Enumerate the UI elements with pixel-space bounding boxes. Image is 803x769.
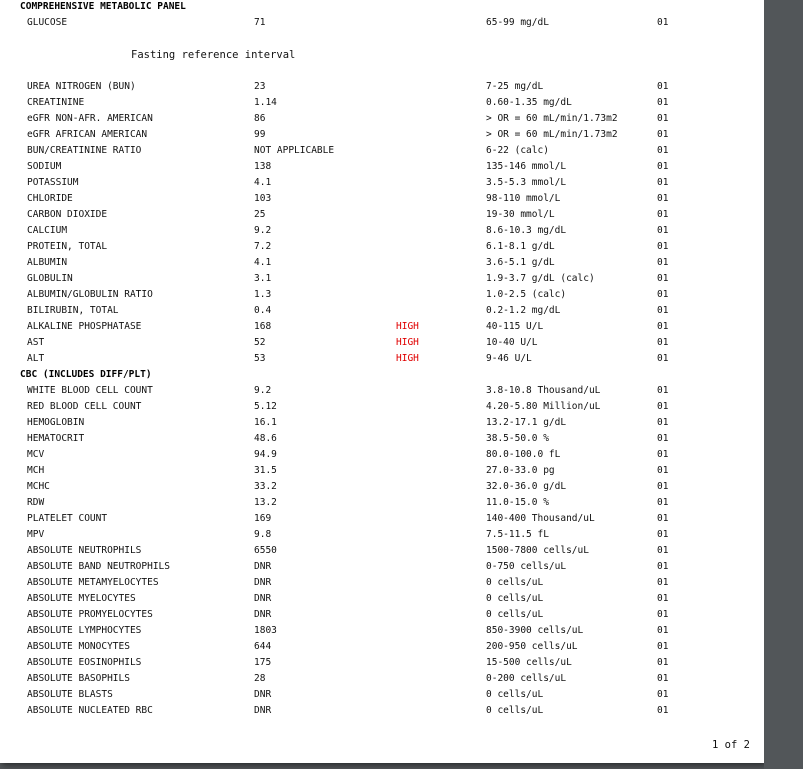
lab-code: 01 bbox=[657, 225, 669, 236]
reference-range: 0 cells/uL bbox=[486, 705, 544, 716]
reference-range: 0.60-1.35 mg/dL bbox=[486, 97, 572, 108]
test-name: ABSOLUTE METAMYELOCYTES bbox=[27, 577, 159, 588]
lab-code: 01 bbox=[657, 497, 669, 508]
result-row bbox=[0, 431, 764, 447]
test-name: HEMOGLOBIN bbox=[27, 417, 85, 428]
lab-code: 01 bbox=[657, 433, 669, 444]
test-name: MPV bbox=[27, 529, 45, 540]
result-row bbox=[0, 607, 764, 623]
result-row bbox=[0, 255, 764, 271]
reference-range: 19-30 mmol/L bbox=[486, 209, 555, 220]
result-row bbox=[0, 687, 764, 703]
reference-range: 15-500 cells/uL bbox=[486, 657, 572, 668]
test-name: SODIUM bbox=[27, 161, 62, 172]
test-name: ALBUMIN bbox=[27, 257, 68, 268]
reference-range: 1500-7800 cells/uL bbox=[486, 545, 589, 556]
lab-code: 01 bbox=[657, 193, 669, 204]
result-row bbox=[0, 319, 764, 335]
result-row bbox=[0, 335, 764, 351]
reference-range: 13.2-17.1 g/dL bbox=[486, 417, 567, 428]
reference-range: 40-115 U/L bbox=[486, 321, 544, 332]
reference-range: 10-40 U/L bbox=[486, 337, 538, 348]
result-row bbox=[0, 447, 764, 463]
reference-range: 850-3900 cells/uL bbox=[486, 625, 584, 636]
reference-range: 7.5-11.5 fL bbox=[486, 529, 549, 540]
test-value: 94.9 bbox=[254, 449, 277, 460]
test-name: RED BLOOD CELL COUNT bbox=[27, 401, 142, 412]
result-row bbox=[0, 543, 764, 559]
result-row bbox=[0, 575, 764, 591]
test-value: 86 bbox=[254, 113, 266, 124]
result-row bbox=[0, 671, 764, 687]
test-value: 9.2 bbox=[254, 385, 272, 396]
result-row bbox=[0, 591, 764, 607]
test-value: 138 bbox=[254, 161, 272, 172]
result-row bbox=[0, 383, 764, 399]
test-value: 168 bbox=[254, 321, 272, 332]
reference-range: 6-22 (calc) bbox=[486, 145, 549, 156]
test-value: 16.1 bbox=[254, 417, 277, 428]
test-name: RDW bbox=[27, 497, 45, 508]
cbc-section-title: CBC (INCLUDES DIFF/PLT) bbox=[20, 369, 152, 380]
test-name: BILIRUBIN, TOTAL bbox=[27, 305, 119, 316]
test-value: 52 bbox=[254, 337, 266, 348]
reference-range: 98-110 mmol/L bbox=[486, 193, 561, 204]
reference-range: 200-950 cells/uL bbox=[486, 641, 578, 652]
page-number: 1 of 2 bbox=[712, 739, 750, 751]
result-row bbox=[0, 703, 764, 719]
reference-range: 0 cells/uL bbox=[486, 609, 544, 620]
result-row bbox=[0, 655, 764, 671]
test-value: 28 bbox=[254, 673, 266, 684]
test-name: ALT bbox=[27, 353, 45, 364]
result-row-glucose bbox=[0, 15, 764, 31]
test-flag: HIGH bbox=[396, 321, 419, 332]
lab-code: 01 bbox=[657, 305, 669, 316]
test-value: 48.6 bbox=[254, 433, 277, 444]
test-name: POTASSIUM bbox=[27, 177, 79, 188]
reference-range: 0.2-1.2 mg/dL bbox=[486, 305, 561, 316]
test-value: DNR bbox=[254, 689, 272, 700]
test-value: 33.2 bbox=[254, 481, 277, 492]
test-name: CALCIUM bbox=[27, 225, 68, 236]
reference-range: 135-146 mmol/L bbox=[486, 161, 567, 172]
lab-code: 01 bbox=[657, 673, 669, 684]
fasting-note: Fasting reference interval bbox=[131, 49, 296, 61]
lab-code: 01 bbox=[657, 81, 669, 92]
lab-code: 01 bbox=[657, 257, 669, 268]
reference-range: 0-750 cells/uL bbox=[486, 561, 567, 572]
lab-code: 01 bbox=[657, 145, 669, 156]
test-name: GLOBULIN bbox=[27, 273, 73, 284]
result-row bbox=[0, 495, 764, 511]
test-name: ABSOLUTE LYMPHOCYTES bbox=[27, 625, 142, 636]
lab-code: 01 bbox=[657, 209, 669, 220]
lab-code: 01 bbox=[657, 513, 669, 524]
result-row bbox=[0, 207, 764, 223]
result-row bbox=[0, 623, 764, 639]
lab-code: 01 bbox=[657, 561, 669, 572]
test-name: ABSOLUTE BASOPHILS bbox=[27, 673, 130, 684]
test-value: DNR bbox=[254, 593, 272, 604]
viewer-background bbox=[764, 0, 803, 769]
lab-code: 01 bbox=[657, 337, 669, 348]
result-row bbox=[0, 79, 764, 95]
test-name: MCH bbox=[27, 465, 45, 476]
test-value: DNR bbox=[254, 705, 272, 716]
result-row bbox=[0, 559, 764, 575]
test-value: 1.3 bbox=[254, 289, 272, 300]
test-value: 99 bbox=[254, 129, 266, 140]
reference-range: 65-99 mg/dL bbox=[486, 17, 549, 28]
test-name: AST bbox=[27, 337, 45, 348]
test-value: 71 bbox=[254, 17, 266, 28]
test-value: 5.12 bbox=[254, 401, 277, 412]
test-name: ALKALINE PHOSPHATASE bbox=[27, 321, 142, 332]
test-value: 25 bbox=[254, 209, 266, 220]
cmp-section-title: COMPREHENSIVE METABOLIC PANEL bbox=[20, 1, 186, 12]
lab-code: 01 bbox=[657, 465, 669, 476]
test-name: ABSOLUTE PROMYELOCYTES bbox=[27, 609, 153, 620]
lab-code: 01 bbox=[657, 689, 669, 700]
lab-code: 01 bbox=[657, 705, 669, 716]
test-name: eGFR AFRICAN AMERICAN bbox=[27, 129, 148, 140]
test-name: PLATELET COUNT bbox=[27, 513, 108, 524]
reference-range: 6.1-8.1 g/dL bbox=[486, 241, 555, 252]
result-row bbox=[0, 303, 764, 319]
lab-code: 01 bbox=[657, 609, 669, 620]
test-value: 4.1 bbox=[254, 257, 272, 268]
test-value: 31.5 bbox=[254, 465, 277, 476]
reference-range: 3.6-5.1 g/dL bbox=[486, 257, 555, 268]
result-row bbox=[0, 191, 764, 207]
test-name: CARBON DIOXIDE bbox=[27, 209, 108, 220]
result-row bbox=[0, 479, 764, 495]
test-name: HEMATOCRIT bbox=[27, 433, 85, 444]
test-value: DNR bbox=[254, 577, 272, 588]
reference-range: 140-400 Thousand/uL bbox=[486, 513, 595, 524]
lab-code: 01 bbox=[657, 593, 669, 604]
lab-code: 01 bbox=[657, 177, 669, 188]
result-row bbox=[0, 239, 764, 255]
reference-range: 0-200 cells/uL bbox=[486, 673, 567, 684]
lab-code: 01 bbox=[657, 481, 669, 492]
test-name: WHITE BLOOD CELL COUNT bbox=[27, 385, 153, 396]
test-name: ABSOLUTE BAND NEUTROPHILS bbox=[27, 561, 170, 572]
reference-range: 27.0-33.0 pg bbox=[486, 465, 555, 476]
reference-range: 80.0-100.0 fL bbox=[486, 449, 561, 460]
test-name: GLUCOSE bbox=[27, 17, 68, 28]
test-flag: HIGH bbox=[396, 353, 419, 364]
result-row bbox=[0, 127, 764, 143]
result-row bbox=[0, 351, 764, 367]
lab-code: 01 bbox=[657, 97, 669, 108]
reference-range: 1.0-2.5 (calc) bbox=[486, 289, 567, 300]
reference-range: 0 cells/uL bbox=[486, 577, 544, 588]
test-value: 3.1 bbox=[254, 273, 272, 284]
lab-code: 01 bbox=[657, 657, 669, 668]
lab-code: 01 bbox=[657, 17, 669, 28]
test-name: eGFR NON-AFR. AMERICAN bbox=[27, 113, 153, 124]
result-row bbox=[0, 639, 764, 655]
lab-code: 01 bbox=[657, 353, 669, 364]
reference-range: > OR = 60 mL/min/1.73m2 bbox=[486, 129, 618, 140]
result-row bbox=[0, 95, 764, 111]
lab-code: 01 bbox=[657, 401, 669, 412]
reference-range: 7-25 mg/dL bbox=[486, 81, 544, 92]
lab-code: 01 bbox=[657, 129, 669, 140]
result-row bbox=[0, 159, 764, 175]
result-row bbox=[0, 511, 764, 527]
result-row bbox=[0, 463, 764, 479]
lab-code: 01 bbox=[657, 385, 669, 396]
lab-code: 01 bbox=[657, 641, 669, 652]
test-name: UREA NITROGEN (BUN) bbox=[27, 81, 136, 92]
test-flag: HIGH bbox=[396, 337, 419, 348]
lab-code: 01 bbox=[657, 545, 669, 556]
test-name: PROTEIN, TOTAL bbox=[27, 241, 108, 252]
result-row bbox=[0, 143, 764, 159]
test-value: 103 bbox=[254, 193, 272, 204]
test-value: 175 bbox=[254, 657, 272, 668]
test-name: ABSOLUTE MONOCYTES bbox=[27, 641, 130, 652]
lab-code: 01 bbox=[657, 417, 669, 428]
test-value: 9.2 bbox=[254, 225, 272, 236]
lab-code: 01 bbox=[657, 529, 669, 540]
test-value: 169 bbox=[254, 513, 272, 524]
reference-range: 0 cells/uL bbox=[486, 689, 544, 700]
test-name: ABSOLUTE BLASTS bbox=[27, 689, 113, 700]
test-name: CHLORIDE bbox=[27, 193, 73, 204]
test-name: MCV bbox=[27, 449, 45, 460]
test-name: ABSOLUTE NUCLEATED RBC bbox=[27, 705, 153, 716]
result-row bbox=[0, 415, 764, 431]
result-row bbox=[0, 399, 764, 415]
test-name: ALBUMIN/GLOBULIN RATIO bbox=[27, 289, 153, 300]
reference-range: 1.9-3.7 g/dL (calc) bbox=[486, 273, 595, 284]
result-row bbox=[0, 287, 764, 303]
lab-code: 01 bbox=[657, 241, 669, 252]
lab-code: 01 bbox=[657, 321, 669, 332]
lab-code: 01 bbox=[657, 161, 669, 172]
test-value: 53 bbox=[254, 353, 266, 364]
test-value: DNR bbox=[254, 561, 272, 572]
reference-range: 38.5-50.0 % bbox=[486, 433, 549, 444]
lab-code: 01 bbox=[657, 449, 669, 460]
test-name: ABSOLUTE NEUTROPHILS bbox=[27, 545, 142, 556]
reference-range: 4.20-5.80 Million/uL bbox=[486, 401, 601, 412]
result-row bbox=[0, 111, 764, 127]
lab-code: 01 bbox=[657, 289, 669, 300]
result-row bbox=[0, 175, 764, 191]
reference-range: 8.6-10.3 mg/dL bbox=[486, 225, 567, 236]
lab-code: 01 bbox=[657, 577, 669, 588]
test-value: DNR bbox=[254, 609, 272, 620]
test-name: BUN/CREATININE RATIO bbox=[27, 145, 142, 156]
reference-range: 11.0-15.0 % bbox=[486, 497, 549, 508]
lab-code: 01 bbox=[657, 113, 669, 124]
test-value: 0.4 bbox=[254, 305, 272, 316]
test-value: 6550 bbox=[254, 545, 277, 556]
lab-code: 01 bbox=[657, 273, 669, 284]
test-value: 1803 bbox=[254, 625, 277, 636]
test-value: 23 bbox=[254, 81, 266, 92]
test-name: CREATININE bbox=[27, 97, 85, 108]
test-name: MCHC bbox=[27, 481, 50, 492]
test-value: 7.2 bbox=[254, 241, 272, 252]
reference-range: 3.8-10.8 Thousand/uL bbox=[486, 385, 601, 396]
reference-range: > OR = 60 mL/min/1.73m2 bbox=[486, 113, 618, 124]
reference-range: 32.0-36.0 g/dL bbox=[486, 481, 567, 492]
test-value: 644 bbox=[254, 641, 272, 652]
result-row bbox=[0, 527, 764, 543]
reference-range: 9-46 U/L bbox=[486, 353, 532, 364]
test-value: 13.2 bbox=[254, 497, 277, 508]
test-value: 9.8 bbox=[254, 529, 272, 540]
test-name: ABSOLUTE MYELOCYTES bbox=[27, 593, 136, 604]
result-row bbox=[0, 223, 764, 239]
reference-range: 3.5-5.3 mmol/L bbox=[486, 177, 567, 188]
test-value: 1.14 bbox=[254, 97, 277, 108]
test-name: ABSOLUTE EOSINOPHILS bbox=[27, 657, 142, 668]
test-value: NOT APPLICABLE bbox=[254, 145, 335, 156]
test-value: 4.1 bbox=[254, 177, 272, 188]
reference-range: 0 cells/uL bbox=[486, 593, 544, 604]
lab-code: 01 bbox=[657, 625, 669, 636]
result-row bbox=[0, 271, 764, 287]
